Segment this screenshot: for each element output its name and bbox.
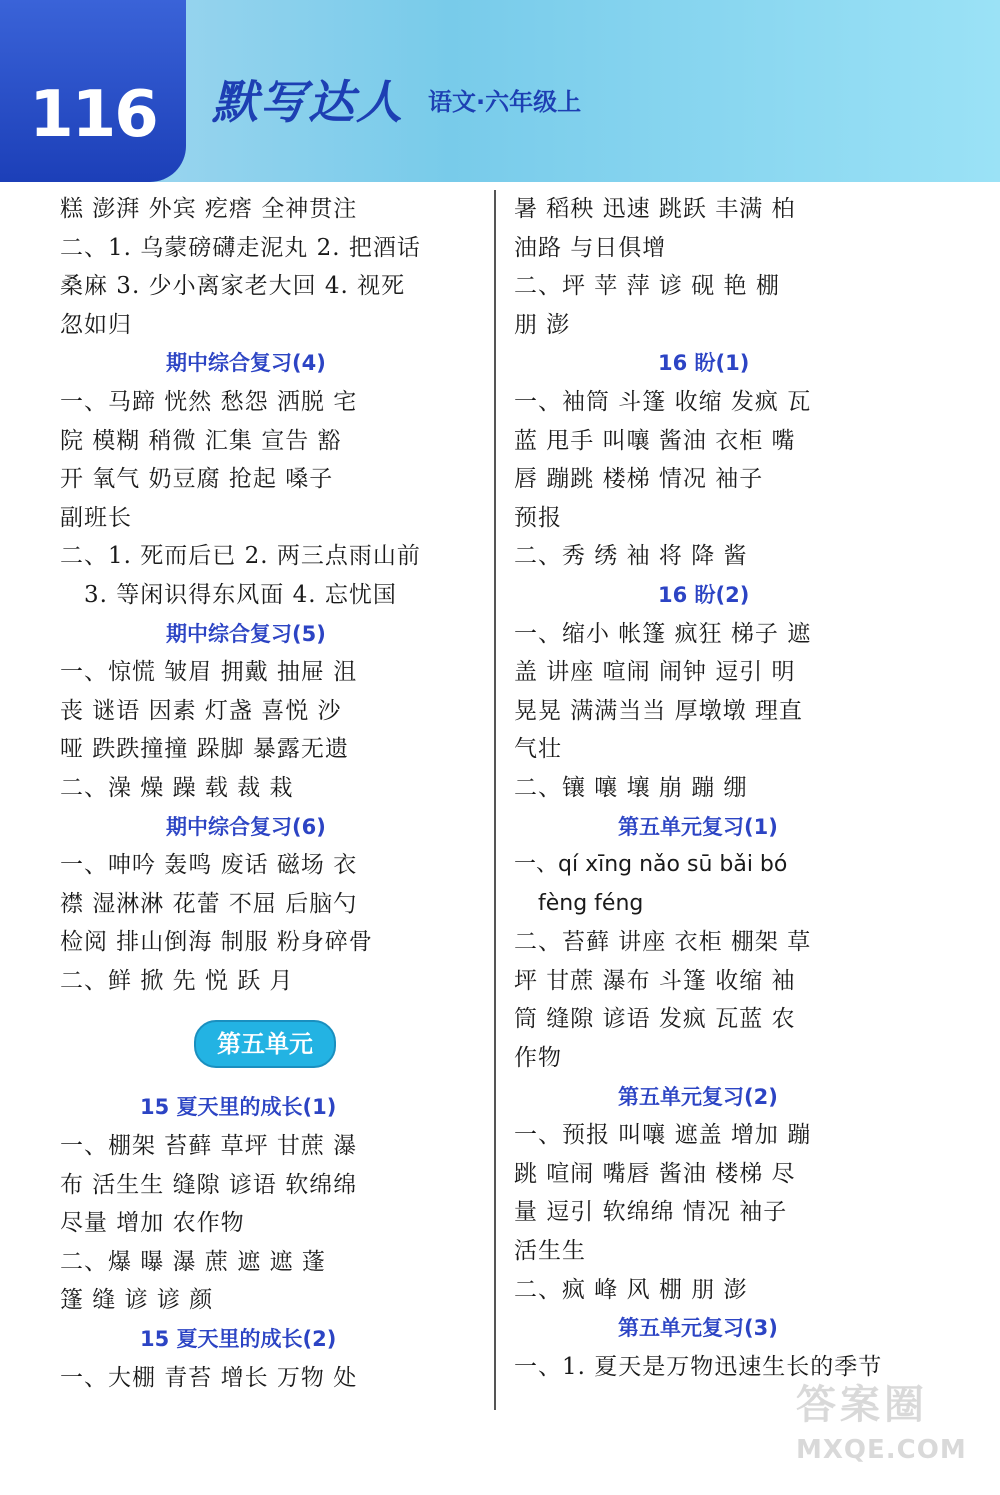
watermark-url: MXQE.COM	[796, 1435, 967, 1465]
lesson-heading: 15 夏天里的成长(1)	[140, 1095, 337, 1120]
answer-line: 糕 澎湃 外宾 疙瘩 全神贯注	[60, 196, 358, 222]
answer-line: 桑麻 3. 少小离家老大回 4. 视死	[60, 273, 406, 300]
book-subject: 语文·六年级上	[428, 88, 582, 116]
answer-line: 二、1. 乌蒙磅礴走泥丸 2. 把酒话	[60, 234, 421, 261]
unit-banner-row	[60, 1000, 478, 1088]
answer-line: 一、呻吟 轰鸣 废话 磁场 衣	[60, 852, 358, 879]
answer-line: 二、秀 绣 袖 将 降 酱	[514, 543, 748, 570]
answer-line: 油路 与日俱增	[514, 234, 667, 261]
answer-line: 作物	[514, 1045, 562, 1072]
answer-line: 朋 澎	[514, 311, 571, 338]
answer-line: 预报	[514, 504, 562, 531]
answer-line: 二、鲜 掀 先 悦 跃 月	[60, 967, 294, 994]
page-number-badge	[0, 0, 186, 182]
answer-line: 二、坪 苹 萍 谚 砚 艳 棚	[514, 273, 780, 300]
answer-line: 一、大棚 青苔 增长 万物 处	[60, 1364, 358, 1391]
answer-line: 哑 跌跌撞撞 跺脚 暴露无遗	[60, 736, 349, 763]
answer-line: 二、1. 死而后已 2. 两三点雨山前	[60, 543, 421, 570]
answer-line: 一、马蹄 恍然 愁怨 洒脱 宅	[60, 388, 358, 415]
answer-line: 开 氧气 奶豆腐 抢起 嗓子	[60, 466, 334, 493]
answer-line: 一、袖筒 斗篷 收缩 发疯 瓦	[514, 388, 812, 415]
section-heading: 期中综合复习(6)	[166, 814, 326, 839]
unit-banner: 第五单元	[194, 1020, 336, 1068]
answer-line: 襟 湿淋淋 花蕾 不屈 后脑勺	[60, 890, 358, 917]
answer-line: 二、爆 曝 瀑 蔗 遮 遮 蓬	[60, 1248, 326, 1275]
answer-line: 一、惊慌 皱眉 拥戴 抽屉 沮	[60, 659, 358, 686]
answer-line: 蓝 甩手 叫嚷 酱油 衣柜 嘴	[514, 427, 796, 454]
section-heading: 第五单元复习(1)	[618, 814, 778, 839]
lesson-heading: 16 盼(1)	[658, 351, 750, 376]
answer-line: 3. 等闲识得东风面 4. 忘忧国	[84, 581, 397, 608]
answer-line: 量 逗引 软绵绵 情况 袖子	[514, 1199, 788, 1226]
answer-line: 坪 甘蔗 瀑布 斗篷 收缩 袖	[514, 967, 796, 994]
section-heading: 期中综合复习(5)	[166, 621, 326, 646]
column-divider	[494, 190, 496, 1410]
answer-line: 副班长	[60, 504, 132, 531]
answer-line: 二、镶 嚷 壤 崩 蹦 绷	[514, 774, 748, 801]
answer-line: 一、棚架 苔藓 草坪 甘蔗 瀑	[60, 1133, 358, 1160]
answer-line: 院 模糊 稍微 汇集 宣告 豁	[60, 427, 342, 454]
right-column	[514, 190, 932, 1386]
watermark	[796, 1380, 986, 1480]
answer-line: 二、澡 燥 躁 载 裁 栽	[60, 774, 294, 801]
answer-line: 布 活生生 缝隙 谚语 软绵绵	[60, 1171, 358, 1198]
lesson-heading: 15 夏天里的成长(2)	[140, 1327, 337, 1352]
answer-line: 暑 稻秧 迅速 跳跃 丰满 柏	[514, 196, 796, 222]
answer-line: 丧 谜语 因素 灯盏 喜悦 沙	[60, 697, 342, 724]
answer-line: 气壮	[514, 736, 562, 763]
left-column	[60, 190, 478, 1397]
answer-line: 一、1. 夏天是万物迅速生长的季节	[514, 1353, 883, 1380]
page-number: 116	[29, 78, 157, 152]
page-header	[0, 0, 1000, 182]
answer-line: 晃晃 满满当当 厚墩墩 理直	[514, 697, 803, 724]
answer-line: 盖 讲座 喧闹 闹钟 逗引 明	[514, 659, 796, 686]
answer-line: 唇 蹦跳 楼梯 情况 袖子	[514, 466, 764, 493]
answer-line: 忽如归	[60, 311, 132, 338]
section-heading: 期中综合复习(4)	[166, 351, 326, 376]
section-heading: 第五单元复习(3)	[618, 1316, 778, 1341]
answer-line: 一、预报 叫嚷 遮盖 增加 蹦	[514, 1122, 812, 1149]
pinyin-line: fèng féng	[538, 890, 644, 916]
answer-line: 筒 缝隙 谚语 发疯 瓦蓝 农	[514, 1006, 796, 1033]
watermark-logo-text: 答案圈	[796, 1382, 928, 1428]
answer-line: 尽量 增加 农作物	[60, 1210, 245, 1237]
answer-line: 跳 喧闹 嘴唇 酱油 楼梯 尽	[514, 1160, 796, 1187]
answer-line: 篷 缝 谚 谚 颜	[60, 1287, 214, 1314]
answer-line: 活生生	[514, 1238, 586, 1265]
answer-line: 检阅 排山倒海 制服 粉身碎骨	[60, 929, 373, 956]
pinyin-line: 一、qí xīng nǎo sū bǎi bó	[514, 852, 788, 878]
answer-line: 二、苔藓 讲座 衣柜 棚架 草	[514, 929, 812, 956]
section-heading: 第五单元复习(2)	[618, 1084, 778, 1109]
answer-line: 二、疯 峰 风 棚 朋 澎	[514, 1276, 748, 1303]
lesson-heading: 16 盼(2)	[658, 582, 750, 607]
book-title: 默写达人	[212, 75, 404, 129]
answer-line: 一、缩小 帐篷 疯狂 梯子 遮	[514, 620, 812, 647]
